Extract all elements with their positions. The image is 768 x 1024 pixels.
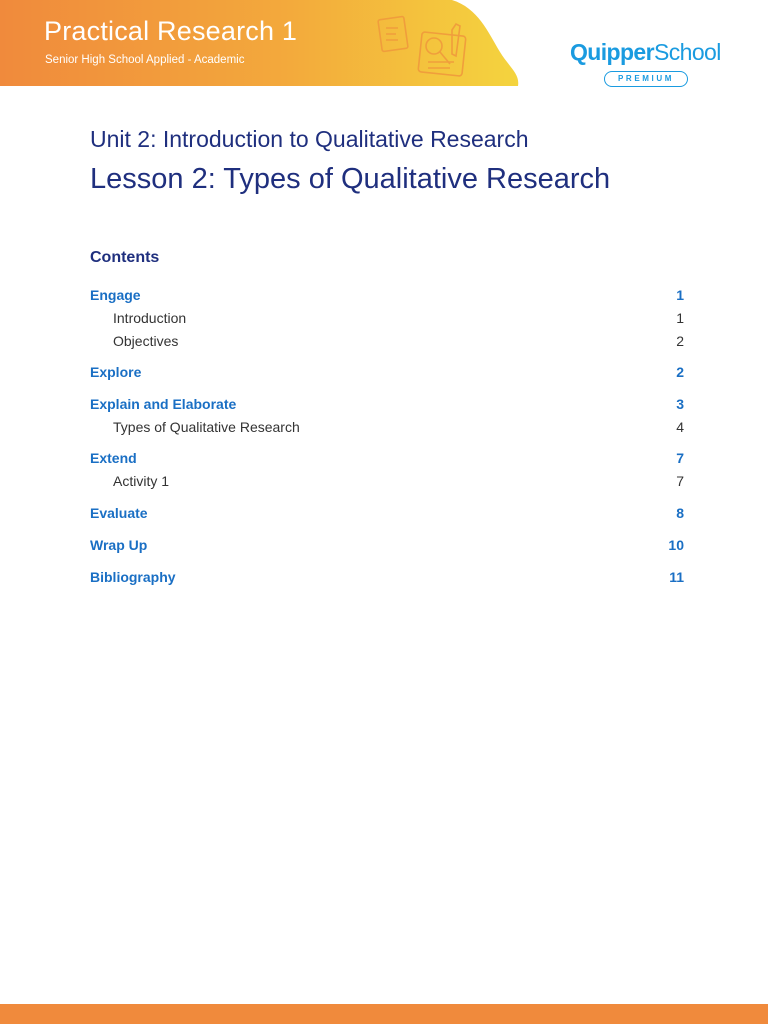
toc-entry-label: Extend — [90, 450, 137, 466]
toc-entry-wrap-up[interactable] — [90, 535, 684, 555]
logo-product: School — [653, 39, 721, 65]
toc-entry-objectives[interactable] — [90, 331, 684, 351]
toc-entry-label: Objectives — [113, 333, 179, 349]
toc-entry-explain-and-elaborate[interactable] — [90, 394, 684, 414]
toc-entry-evaluate[interactable] — [90, 503, 684, 523]
unit-title: Unit 2: Introduction to Qualitative Research — [90, 126, 529, 152]
toc-entry-label: Activity 1 — [113, 473, 170, 489]
toc-entry-page: 7 — [676, 473, 684, 489]
toc-entry-bibliography[interactable] — [90, 567, 684, 587]
toc-entry-page: 8 — [676, 505, 684, 521]
toc-entry-label: Explain and Elaborate — [90, 396, 237, 412]
toc-entry-page: 1 — [676, 310, 684, 326]
toc-entry-types-of-qualitative-research[interactable] — [90, 417, 684, 437]
footer-bar — [0, 1004, 768, 1024]
lesson-title: Lesson 2: Types of Qualitative Research — [90, 163, 611, 195]
course-title: Practical Research 1 — [44, 16, 298, 46]
course-banner — [0, 0, 520, 86]
toc-entry-label: Evaluate — [90, 505, 148, 521]
toc-entry-explore[interactable] — [90, 362, 684, 382]
toc-entry-engage[interactable] — [90, 285, 684, 305]
toc-entry-page: 4 — [676, 419, 684, 435]
toc-entry-label: Explore — [90, 364, 142, 380]
quipper-school-logo — [570, 38, 730, 90]
toc-entry-page: 2 — [676, 364, 684, 380]
toc-entry-page: 3 — [676, 396, 684, 412]
toc-entry-page: 2 — [676, 333, 684, 349]
toc-entry-page: 1 — [676, 287, 684, 303]
contents-heading: Contents — [90, 249, 160, 266]
toc-entry-activity-1[interactable] — [90, 471, 684, 491]
toc-entry-page: 7 — [676, 450, 684, 466]
toc-entry-introduction[interactable] — [90, 308, 684, 328]
course-subtitle: Senior High School Applied - Academic — [45, 54, 245, 66]
page-header — [0, 0, 768, 86]
toc-entry-page: 11 — [669, 569, 684, 585]
toc-entry-label: Engage — [90, 287, 141, 303]
logo-brand: Quipper — [570, 39, 654, 65]
toc-entry-label: Introduction — [113, 310, 187, 326]
logo-wordmark — [570, 38, 721, 66]
toc-entry-label: Wrap Up — [90, 537, 148, 553]
toc-entry-label: Types of Qualitative Research — [113, 419, 300, 435]
toc-entry-page: 10 — [668, 537, 684, 553]
premium-badge: PREMIUM — [604, 71, 688, 87]
toc-entry-extend[interactable] — [90, 448, 684, 468]
toc-entry-label: Bibliography — [90, 569, 176, 585]
